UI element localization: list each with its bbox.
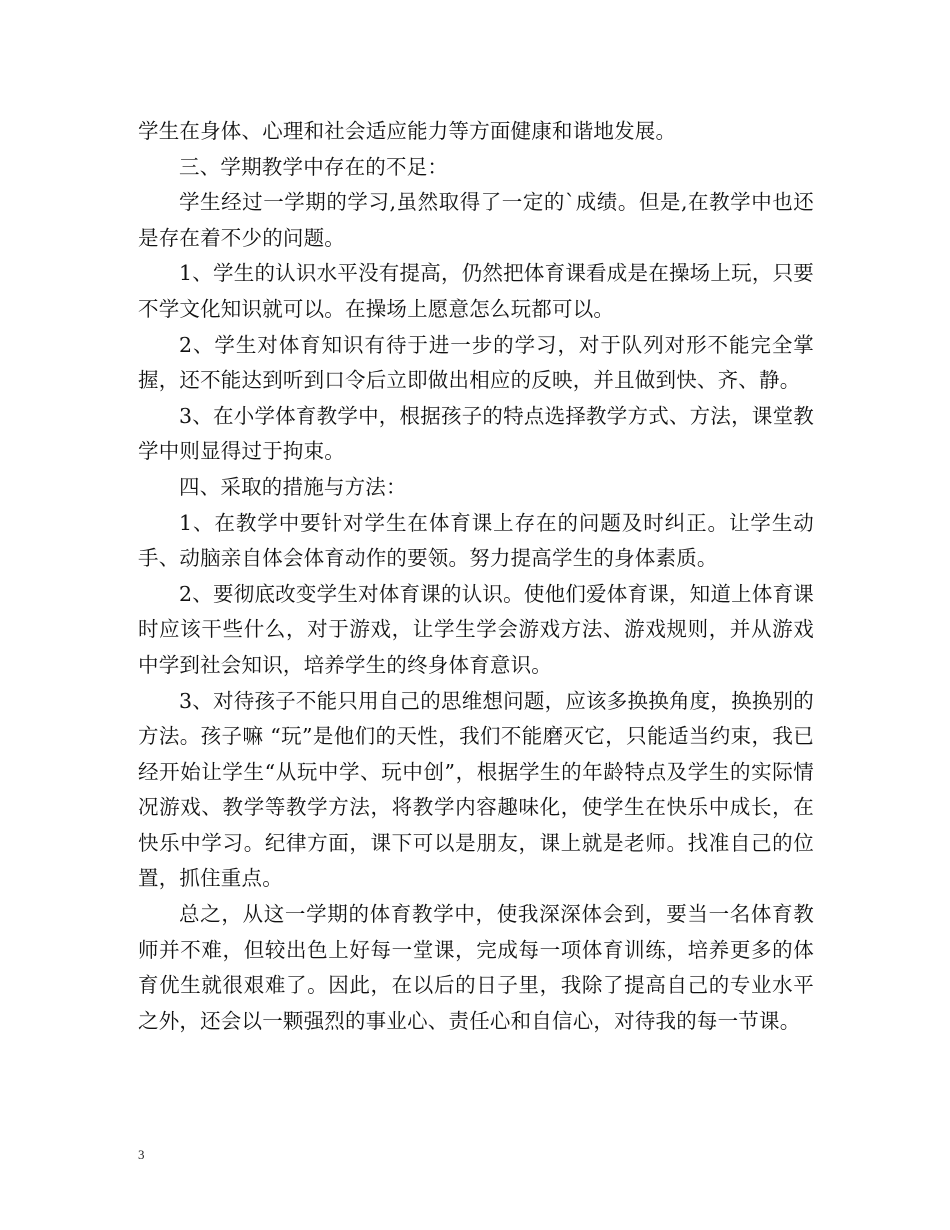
paragraph-shortcoming-3: 3、在小学体育教学中，根据孩子的特点选择教学方式、方法，课堂教学中则显得过于拘束。 <box>138 403 814 464</box>
section-heading-shortcomings: 三、学期教学中存在的不足： <box>179 154 449 179</box>
paragraph-measure-3: 3、对待孩子不能只用自己的思维想问题，应该多换换角度，换换别的方法。孩子嘛 “玩”是他们的天性，我们不能磨灭它，只能适当约束，我已经开始让学生“从玩中学、玩中创”，根据学生的年龄特点及学生的实际情况游戏、教学等教学方法，将教学内容趣味化，使学生在快乐中成长，在快乐中学习。纪律方面，课下可以是朋友，课上就是老师。找准自己的位置，抓住重点。 <box>138 688 814 891</box>
paragraph-conclusion: 总之，从这一学期的体育教学中，使我深深体会到，要当一名体育教师并不难，但较出色上好每一堂课，完成每一项体育训练，培养更多的体育优生就很艰难了。因此，在以后的日子里，我除了提高自己的专业水平之外，还会以一颗强烈的事业心、责任心和自信心，对待我的每一节课。 <box>138 902 814 1033</box>
paragraph-shortcoming-1: 1、学生的认识水平没有提高，仍然把体育课看成是在操场上玩，只要不学文化知识就可以。在操场上愿意怎么玩都可以。 <box>138 261 814 321</box>
paragraph-measure-2: 2、要彻底改变学生对体育课的认识。使他们爱体育课，知道上体育课时应该干些什么，对于游戏，让学生学会游戏方法、游戏规则，并从游戏中学到社会知识，培养学生的终身体育意识。 <box>138 581 814 677</box>
paragraph-continuation: 学生在身体、心理和社会适应能力等方面健康和谐地发展。 <box>138 119 677 143</box>
paragraph-shortcomings-intro: 学生经过一学期的学习,虽然取得了一定的`成绩。但是,在教学中也还是存在着不少的问题。 <box>138 190 814 250</box>
document-body <box>138 114 814 1039</box>
section-heading-measures: 四、采取的措施与方法： <box>179 474 407 499</box>
page-number: 3 <box>138 1147 145 1162</box>
paragraph-shortcoming-2: 2、学生对体育知识有待于进一步的学习，对于队列对形不能完全掌握，还不能达到听到口令后立即做出相应的反映，并且做到快、齐、静。 <box>138 332 814 393</box>
paragraph-measure-1: 1、在教学中要针对学生在体育课上存在的问题及时纠正。让学生动手、动脑亲自体会体育动作的要领。努力提高学生的身体素质。 <box>138 510 814 571</box>
